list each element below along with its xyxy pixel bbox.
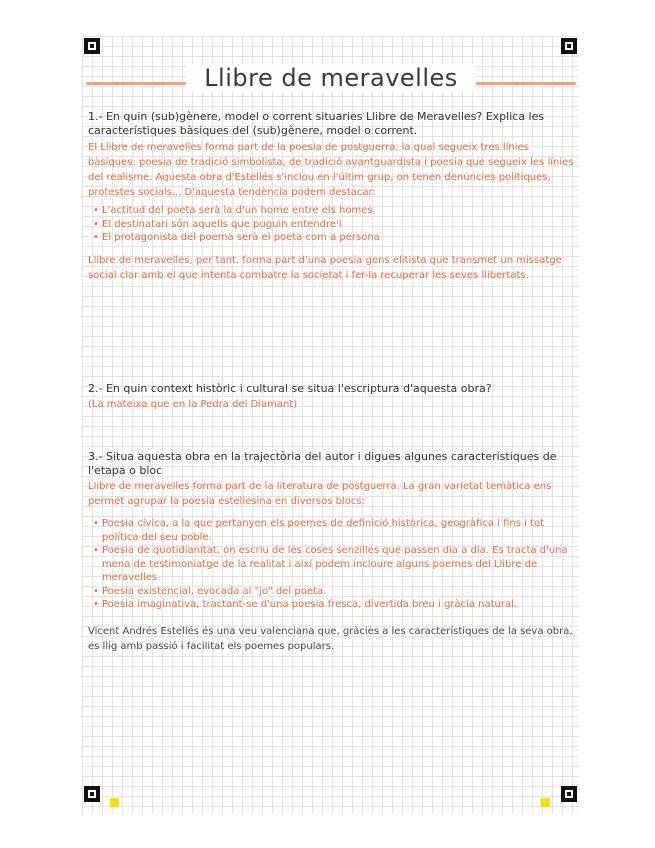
section-2-answer: (La mateixa que en la Pedra del Diamant) xyxy=(88,399,298,410)
section-2 xyxy=(88,382,576,412)
list-item: • Poesia de quotidianitat, on escriu de les coses senzilles que passen dia a dia. Es tracta d'una mena de testimoniatge de la realitat i així podem incloure alguns poemes del Llibre de meravelles xyxy=(102,544,576,585)
title-underline-left xyxy=(86,82,186,85)
yellow-marker-icon xyxy=(110,798,119,807)
list-item: • Poesia existencial, evocada al "jo" del poeta. xyxy=(102,585,576,599)
section-1-conclusion: Llibre de meravelles, per tant, forma part d'una poesia gens elitista que transmet un missatge social clar amb el que intenta combatre la societat i fer-la recuperar les seves llibertats. xyxy=(88,254,562,281)
section-3-bullets xyxy=(88,517,576,612)
section-3 xyxy=(88,450,576,654)
section-3-closing: Vicent Andrés Estellés és una veu valenciana que, gràcies a les característiques de la seva obra, es llig amb passió i facilitat els poemes populars. xyxy=(88,625,573,652)
section-1-answer: El Llibre de meravelles forma part de la poesia de postguerra, la qual segueix tres línies bàsiques: poesia de tradició simbolista, de tradició avantguardista i poesia que segueix les línies del realisme. Aquesta obra d'Estellés s'inclou en l'últim grup, on tenen denúncies polítiques, protestes socials... D'aquesta tendència podem destacar: xyxy=(88,142,574,198)
corner-marker-icon xyxy=(561,786,577,802)
section-2-question: 2.- En quin context històric i cultural se situa l'escriptura d'aquesta obra? xyxy=(88,382,492,395)
title-row xyxy=(86,62,576,102)
corner-marker-icon xyxy=(84,38,100,54)
section-3-intro: Llibre de meravelles forma part de la literatura de postguerra. La gran varietat temàtica ens permet agrupar la poesia estellesina en diversos blocs: xyxy=(88,481,552,507)
corner-marker-icon xyxy=(84,786,100,802)
section-3-question: 3.- Situa aquesta obra en la trajectòria del autor i digues algunes característiques de l'etapa o bloc xyxy=(88,450,557,477)
yellow-marker-icon xyxy=(541,798,550,807)
list-item: • L'actitud del poeta serà la d'un home entre els homes xyxy=(102,204,576,218)
section-1-bullets xyxy=(88,204,576,245)
list-item: • Poesia imaginativa, tractant-se d'una poesia fresca, divertida breu i gràcia natural. xyxy=(102,598,576,612)
section-1 xyxy=(88,110,576,283)
list-item: • El protagonista del poema serà el poeta com a persona xyxy=(102,231,576,245)
corner-marker-icon xyxy=(561,38,577,54)
section-1-question: 1.- En quin (sub)gènere, model o corrent situaries Llibre de Meravelles? Explica les característiques bàsiques del (sub)gènere, model o corrent. xyxy=(88,110,545,137)
page-title: Llibre de meravelles xyxy=(186,64,476,92)
list-item: • Poesia cívica, a la que pertanyen els poemes de definició històrica, geogràfica i fins i tot política del seu poble. xyxy=(102,517,576,544)
title-underline-right xyxy=(466,82,576,85)
list-item: • El destinatari són aquells que puguin entendre'l xyxy=(102,218,576,232)
